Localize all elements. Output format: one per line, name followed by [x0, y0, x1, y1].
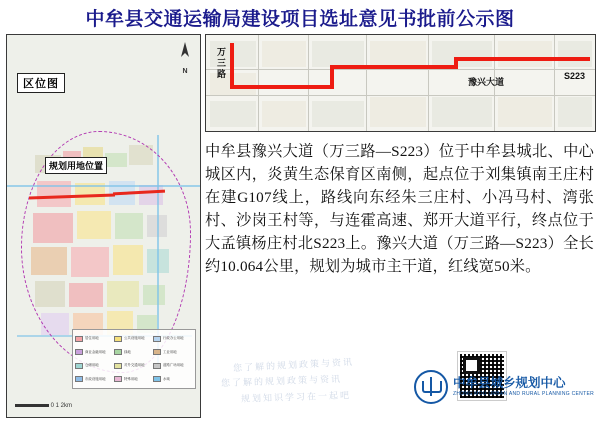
- map-block: [370, 41, 426, 67]
- location-map[interactable]: [6, 34, 201, 418]
- legend-swatch: [75, 363, 83, 369]
- map-block: [262, 101, 306, 127]
- street-line: [428, 35, 429, 131]
- legend-item: [153, 332, 192, 346]
- route-segment: [330, 65, 458, 69]
- north-arrow: [178, 41, 192, 75]
- map-legend: [72, 329, 196, 389]
- street-line: [554, 35, 555, 131]
- legend-swatch: [153, 349, 161, 355]
- street-line: [258, 35, 259, 131]
- street-line: [308, 35, 309, 131]
- legend-swatch: [114, 363, 122, 369]
- legend-item: [153, 373, 192, 387]
- logo-name-cn: 中牟县城乡规划中心: [452, 375, 566, 390]
- street-line: [366, 35, 367, 131]
- watermark-text: 规划知识学习在一起吧: [240, 390, 352, 404]
- map-block: [210, 101, 256, 127]
- legend-swatch: [114, 336, 122, 342]
- scale-bar: [15, 403, 72, 409]
- legend-item: [114, 332, 153, 346]
- watermark-text: 您了解的规划政策与资讯: [232, 356, 355, 374]
- map-block: [498, 97, 552, 127]
- legend-item: [75, 332, 114, 346]
- route-map[interactable]: [205, 34, 596, 132]
- legend-label: 仓储用地: [85, 363, 99, 368]
- legend-label: 工业用地: [162, 349, 177, 354]
- road-code-label: S223: [564, 71, 586, 81]
- legend-label: 公共设施用地: [123, 336, 145, 341]
- legend-swatch: [153, 336, 161, 342]
- street-line: [206, 69, 595, 70]
- legend-swatch: [114, 376, 122, 382]
- legend-item: [75, 346, 114, 360]
- map-block: [370, 97, 426, 127]
- route-segment: [454, 57, 590, 61]
- legend-swatch: [114, 349, 122, 355]
- watermark-text: 您了解的规划政策与资讯: [220, 373, 343, 389]
- vertical-road-label: 万三路: [216, 47, 226, 79]
- planning-center-icon: [414, 370, 448, 404]
- plan-area-label: 规划用地位置: [45, 157, 107, 174]
- legend-label: 特殊用地: [123, 376, 138, 381]
- legend-label: 商业金融用地: [85, 349, 106, 354]
- street-line: [206, 95, 595, 96]
- road-name-label: 豫兴大道: [468, 77, 505, 87]
- location-map-label: 区位图: [17, 73, 65, 93]
- legend-label: 道路广场用地: [162, 363, 184, 368]
- map-block: [312, 41, 364, 67]
- legend-item: [114, 346, 153, 360]
- map-block: [312, 101, 364, 127]
- legend-item: [114, 359, 153, 373]
- legend-swatch: [153, 376, 161, 382]
- north-arrow-icon: [178, 41, 192, 63]
- legend-label: 行政办公用地: [162, 336, 184, 341]
- legend-swatch: [153, 363, 161, 369]
- legend-label: 对外交通用地: [123, 363, 145, 368]
- legend-label: 居住用地: [85, 336, 99, 341]
- map-block: [432, 41, 492, 67]
- legend-label: 绿地: [123, 349, 131, 354]
- scale-bar-line: [15, 404, 49, 407]
- legend-item: [114, 373, 153, 387]
- route-segment: [230, 85, 334, 89]
- legend-item: [75, 373, 114, 387]
- map-block: [558, 41, 592, 67]
- project-description: 中牟县豫兴大道（万三路—S223）位于中牟县城北、中心城区内，炎黄生态保育区南侧，起点位于刘集镇南王庄村在建G107线上，路线向东经朱三庄村、小冯马村、湾张村、沙岗王村等，与连霍高速、郑开大道平行，终点位于大孟镇杨庄村北S223上。豫兴大道（万三路—S223）全长约10.064公里，规划为城市主干道，红线宽50米。: [205, 143, 594, 275]
- page-title: 中牟县交通运输局建设项目选址意见书批前公示图: [85, 9, 515, 30]
- organization-logo: [414, 370, 594, 404]
- route-segment-vertical: [230, 43, 234, 87]
- legend-swatch: [75, 349, 83, 355]
- map-block: [498, 41, 552, 67]
- legend-swatch: [75, 376, 83, 382]
- north-arrow-label: N: [182, 68, 188, 75]
- legend-label: 水域: [162, 376, 170, 381]
- legend-item: [153, 359, 192, 373]
- logo-name-en: ZHONG MOU URBAN AND RURAL PLANNING CENTER: [452, 390, 594, 397]
- legend-item: [75, 359, 114, 373]
- map-block: [262, 41, 306, 67]
- legend-item: [153, 346, 192, 360]
- legend-label: 市政设施用地: [85, 376, 106, 381]
- map-block: [558, 97, 592, 127]
- scale-bar-label: 0 1 2km: [50, 403, 73, 409]
- map-block: [432, 97, 492, 127]
- footer-bar: [205, 354, 594, 418]
- legend-swatch: [75, 336, 83, 342]
